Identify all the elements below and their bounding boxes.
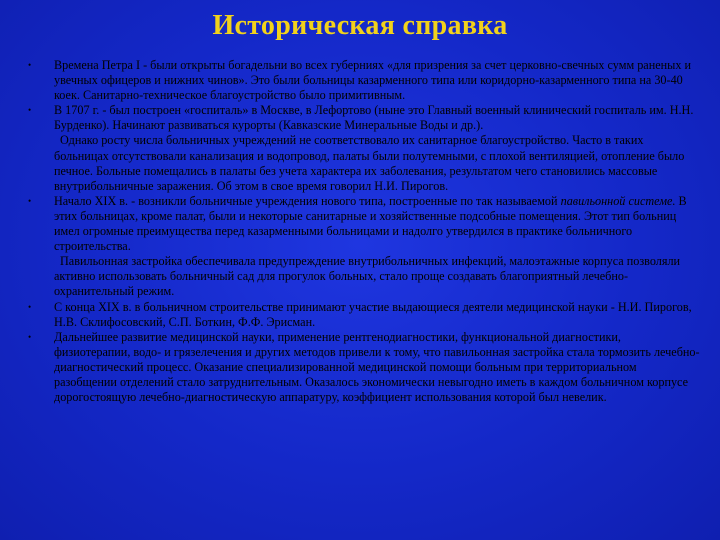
paragraph-text: Павильонная застройка обеспечивала предупреждение внутрибольничных инфекций, малоэтажные корпуса позволяли активно использовать больничный сад для прогулок больных, стало проще создавать благоприятный лечебно-охранительный режим.	[54, 254, 681, 299]
paragraph-text: Дальнейшее развитие медицинской науки, применение рентгенодиагностики, функциональной диагностики, физиотерапии, водо- и грязелечения и других методов привели к тому, что павильонная застройка стала тормозить лечебно-диагностический процесс. Оказание специализированной медицинской помощи больным при территориальном разобщении отделений стало затруднительным. Оказалось экономически невыгодно иметь в каждом больничном корпусе дорогостоящую лечебно-диагностическую аппаратуру, коэффициент использования которой был невелик.	[54, 329, 700, 405]
paragraph-text: В 1707 г. - был построен «госпиталь» в Москве, в Лефортово (ныне это Главный военный клинический госпиталь им. Н.Н. Бурденко). Начинают развиваться курорты (Кавказские Минеральные Воды и др.).	[54, 103, 694, 133]
paragraph-1707-hospital	[28, 103, 700, 133]
paragraph-text-emphasis: павильонной системе.	[560, 193, 676, 208]
paragraph-sanitary-conditions	[28, 133, 700, 193]
paragraph-further-development	[28, 330, 700, 405]
paragraph-text: Времена Петра I - были открыты богадельни во всех губерниях «для призрения за счет церковно-свечных сумм раненых и увечных офицеров и нижних чинов». Это были больницы казарменного типа или коридорно-казарменного типа на 30-40 коек. Санитарно-техническое благоустройство было примитивным.	[54, 58, 692, 103]
paragraph-text-before: Начало XIX в. - возникли больничные учреждения нового типа, построенные по так называемой	[54, 193, 561, 208]
paragraph-pavilion-benefits	[28, 254, 700, 299]
bullet-icon: •	[28, 195, 32, 206]
paragraph-19th-century-start	[28, 194, 700, 254]
paragraph-peter-era	[28, 58, 700, 103]
bullet-icon: •	[28, 60, 32, 70]
bullet-icon: •	[28, 301, 32, 312]
paragraph-late-19th-century	[28, 300, 700, 330]
slide-content	[28, 58, 700, 405]
bullet-icon: •	[28, 105, 32, 116]
paragraph-text-after: В этих больницах, кроме палат, были и некоторые санитарные и хозяйственные подсобные помещения. Этот тип больниц имел огромные преимущества перед казарменными больницами и надолго утвердился в практике больничного строительства.	[54, 193, 687, 254]
bullet-icon: •	[28, 331, 32, 342]
paragraph-text: С конца XIX в. в больничном строительстве принимают участие выдающиеся деятели медицинской науки - Н.И. Пирогов, Н.В. Склифосовский, С.П. Боткин, Ф.Ф. Эрисман.	[54, 299, 692, 329]
slide-title: Историческая справка	[212, 10, 508, 41]
paragraph-text: Однако росту числа больничных учреждений не соответствовало их санитарное благоустройство. Часто в таких больницах отсутствовали канализация и водопровод, палаты были полутемными, с плохой вентиляцией, отопление было печное. Больные помещались в палаты без учета характера их заболевания, результатом чего становились массовые внутрибольничные заражения. Об этом в свое время говорил Н.И. Пирогов.	[54, 133, 685, 193]
